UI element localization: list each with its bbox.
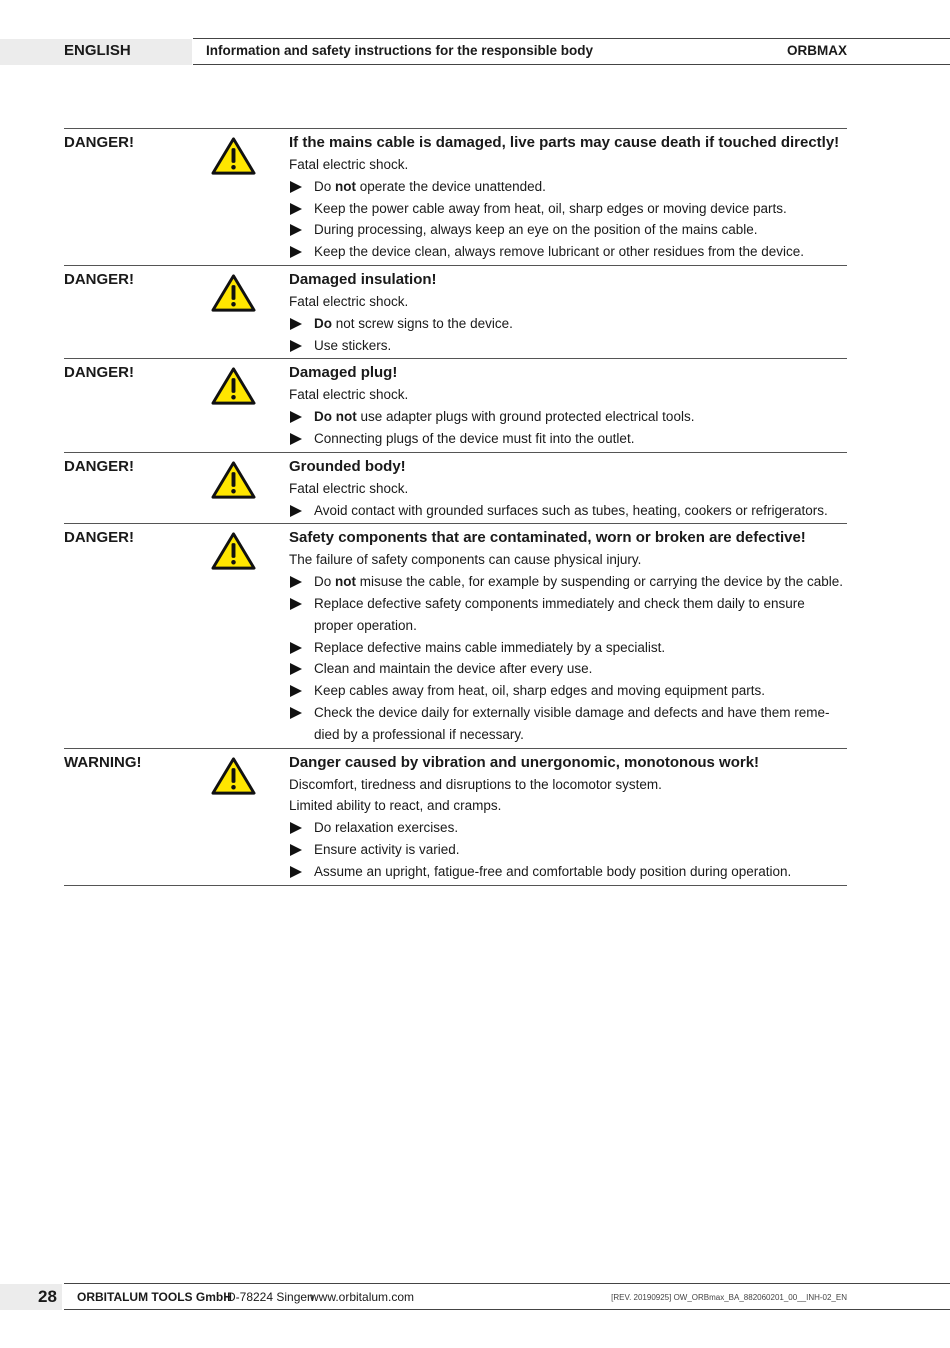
safety-measure-item [289,817,847,839]
safety-block [64,453,847,525]
measure-text: Connecting plugs of the device must fit into the outlet. [314,430,635,446]
hazard-consequence: Limited ability to react, and cramps. [289,798,502,814]
safety-measure-item [289,500,847,522]
measure-text: Assume an upright, fatigue-free and comfortable body position during operation. [314,863,792,879]
safety-block [64,524,847,748]
measure-emphasis: Do not [314,409,357,425]
safety-measure-item [289,219,847,241]
hazard-consequence: Fatal electric shock. [289,387,409,403]
hazard-heading: Damaged insulation! [289,270,437,288]
safety-block-content [289,527,847,745]
safety-block-content [289,362,847,449]
header-language: ENGLISH [64,42,131,59]
hazard-level-label: DANGER! [64,134,134,151]
safety-measure-item [289,428,847,450]
hazard-heading: Safety components that are contaminated, worn or broken are defective! [289,529,806,547]
header-section-title: Information and safety instructions for the responsible body [206,43,594,58]
hazard-consequence: Fatal electric shock. [289,157,409,172]
warning-triangle-icon [211,273,256,313]
hazard-level-label: DANGER! [64,457,134,475]
measure-text: Check the device daily for externally visible damage and defects and have them reme-died by a professional if necessary. [314,704,830,742]
warning-triangle-icon [211,460,256,500]
warning-triangle-icon [211,531,256,571]
safety-block [64,749,847,886]
safety-measure-item [289,335,847,357]
footer-rule-top [64,1283,950,1284]
safety-measure-item [289,593,847,637]
measure-text: Do [314,574,336,590]
header-rule-top [193,38,950,39]
hazard-level-label: WARNING! [64,753,142,771]
hazard-consequence: Fatal electric shock. [289,480,409,496]
safety-measure-item [289,658,847,680]
header-rule-bottom [193,64,950,65]
safety-block-content [289,269,847,356]
safety-measure-item [289,176,847,198]
safety-block-content [289,132,847,263]
measure-emphasis: not [335,574,357,590]
page-number: 28 [38,1287,57,1306]
measure-text: Keep the device clean, always remove lubricant or other residues from the device. [314,244,805,260]
measure-text: Use stickers. [314,337,392,353]
safety-block [64,266,847,359]
warning-triangle-icon [211,756,256,796]
safety-measure-item [289,702,847,746]
safety-measure-item [289,839,847,861]
measure-text: Keep the power cable away from heat, oil, sharp edges or moving device parts. [314,200,787,216]
hazard-level-label: DANGER! [64,270,134,288]
safety-measure-item [289,406,847,428]
footer-rule-bottom [64,1309,950,1310]
safety-block [64,129,847,266]
safety-measure-item [289,241,847,263]
hazard-consequence: The failure of safety components can cause physical injury. [289,552,642,568]
measure-text: operate the device unattended. [356,178,546,194]
safety-block-content [289,456,847,522]
measure-text: Replace defective mains cable immediately by a specialist. [314,639,666,655]
measure-text: misuse the cable, for example by suspending or carrying the device by the cable. [356,574,844,590]
measure-text: not screw signs to the device. [332,315,513,331]
measure-text: Clean and maintain the device after every use. [314,661,593,677]
measure-text: Avoid contact with grounded surfaces such as tubes, heating, cookers or refrigerators. [314,502,828,518]
hazard-heading: If the mains cable is damaged, live parts may cause death if touched directly! [289,134,840,151]
safety-measure-item [289,861,847,883]
safety-measure-item [289,198,847,220]
footer-revision: [REV. 20190925] OW_ORBmax_BA_882060201_00__INH-02_EN [611,1293,847,1302]
hazard-heading: Damaged plug! [289,364,398,382]
header-product: ORBMAX [787,43,847,58]
safety-measure-item [289,637,847,659]
measure-emphasis: Do [314,315,332,331]
measure-text: Keep cables away from heat, oil, sharp edges and moving equipment parts. [314,683,766,699]
measure-text: Do relaxation exercises. [314,820,459,836]
measure-text: use adapter plugs with ground protected electrical tools. [356,409,695,425]
measure-text: Do [314,178,336,194]
footer-address: D-78224 Singen [227,1290,314,1304]
safety-measure-item [289,680,847,702]
safety-instructions-list [64,128,847,886]
measure-emphasis: not [335,178,357,194]
footer-website[interactable]: www.orbitalum.com [310,1290,415,1304]
safety-block-content [289,752,847,883]
warning-triangle-icon [211,366,256,406]
hazard-consequence: Fatal electric shock. [289,293,409,309]
hazard-heading: Danger caused by vibration and unergonomic, monotonous work! [289,753,760,771]
measure-text: Ensure activity is varied. [314,841,460,857]
safety-block [64,359,847,452]
measure-text: Replace defective safety components immediately and check them daily to ensure proper operation. [314,595,805,633]
hazard-level-label: DANGER! [64,529,134,547]
hazard-consequence: Discomfort, tiredness and disruptions to the locomotor system. [289,776,662,792]
measure-text: During processing, always keep an eye on the position of the mains cable. [314,222,758,238]
warning-triangle-icon [211,136,256,176]
safety-measure-item [289,571,847,593]
hazard-heading: Grounded body! [289,457,406,475]
footer-company: ORBITALUM TOOLS GmbH [77,1290,232,1304]
hazard-level-label: DANGER! [64,364,134,382]
safety-measure-item [289,313,847,335]
